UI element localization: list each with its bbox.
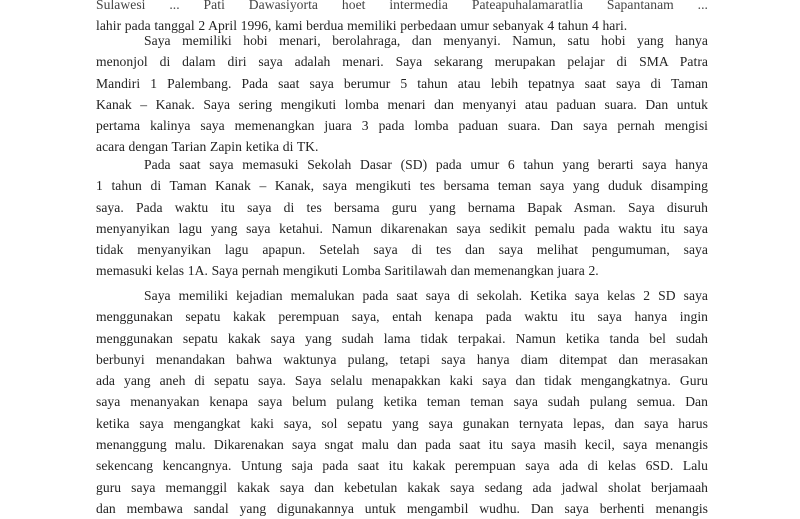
text-line: saya. Pada waktu itu saya di tes bersama guru yang bernama Bapak Asman. Saya disuruh bbox=[96, 199, 708, 215]
paragraph-hobbies bbox=[96, 30, 708, 158]
text-line: tidak menyanyikan lagu apapun. Setelah saya di tes dan saya melihat pengumuman, saya bbox=[96, 242, 708, 258]
text-line: Pada saat saya memasuki Sekolah Dasar (SD) pada umur 6 tahun yang berarti saya hanya bbox=[144, 157, 708, 172]
text-line: Kanak – Kanak. Saya sering mengikuti lomba menari dan menyanyi atau paduan suara. Dan untuk bbox=[96, 96, 708, 112]
text-line: menyanyikan lagu yang saya ketahui. Namun dikarenakan saya sedikit pemalu pada waktu itu saya bbox=[96, 220, 708, 236]
text-line: menanggung malu. Dikarenakan saya sngat malu dan pada saat itu saya masih kecil, saya menangis bbox=[96, 437, 708, 453]
text-line: berbunyi menandakan bahwa waktunya pulang, tetapi saya hanya diam ditempat dan merasakan bbox=[96, 351, 708, 367]
text-line: sekencang kencangnya. Untung saja pada saat itu kakak perempuan saya ada di kelas 6SD. Lalu bbox=[96, 458, 708, 474]
paragraph-elementary-school bbox=[96, 154, 708, 282]
text-line: ada yang aneh di sepatu saya. Saya selalu menapakkan kaki saya dan tidak mengangkatnya. Guru bbox=[96, 373, 708, 389]
text-line: Saya memiliki kejadian memalukan pada saat saya di sekolah. Ketika saya kelas 2 SD saya bbox=[144, 288, 708, 303]
text-line: menonjol di dalam diri saya adalah menari. Saya sekarang merupakan pelajar di SMA Patra bbox=[96, 54, 708, 70]
text-line: memasuki kelas 1A. Saya pernah mengikuti Lomba Saritilawah dan memenangkan juara 2. bbox=[96, 263, 599, 279]
text-line: ketika saya mengangkat kaki saya, sol sepatu yang saya gunakan ternyata lepas, dan saya harus bbox=[96, 415, 708, 431]
text-line: dan membawa sandal yang digunakannya untuk mengambil wudhu. Dan saya berhenti menangis bbox=[96, 500, 708, 516]
text-line: 1 tahun di Taman Kanak – Kanak, saya mengikuti tes bersama teman saya yang duduk disamping bbox=[96, 178, 708, 194]
text-line: pertama kalinya saya memenangkan juara 3 pada lomba paduan suara. Dan saya pernah mengisi bbox=[96, 118, 708, 134]
paragraph-embarrassing-event bbox=[96, 285, 708, 519]
text-line: menggunakan sepatu kakak saya yang sudah lama tidak terpakai. Namun ketika tanda bel sudah bbox=[96, 330, 708, 346]
text-line: guru saya memanggil kakak saya dan kebetulan kakak saya sedang ada jadwal sholat berjamaah bbox=[96, 479, 708, 495]
text-line: lahir pada tanggal 2 April 1996, kami berdua memiliki perbedaan umur sebanyak 4 tahun 4 hari. bbox=[96, 18, 628, 34]
text-line: Sulawesi ... Pati Dawasiyorta hoet intermedia Pateapuhalamaratlia Sapantanam ... bbox=[96, 0, 708, 12]
text-line: saya menanyakan kenapa saya belum pulang ketika teman teman saya sudah pulang semua. Dan bbox=[96, 394, 708, 410]
text-line: acara dengan Tarian Zapin ketika di TK. bbox=[96, 139, 319, 155]
text-line: Mandiri 1 Palembang. Pada saat saya berumur 5 tahun atau lebih tepatnya saat saya di Taman bbox=[96, 75, 708, 91]
text-line: menggunakan sepatu kakak perempuan saya, entah kenapa pada waktu itu saya hanya ingin bbox=[96, 309, 708, 325]
text-line: Saya memiliki hobi menari, berolahraga, dan menyanyi. Namun, satu hobi yang hanya bbox=[144, 33, 708, 48]
